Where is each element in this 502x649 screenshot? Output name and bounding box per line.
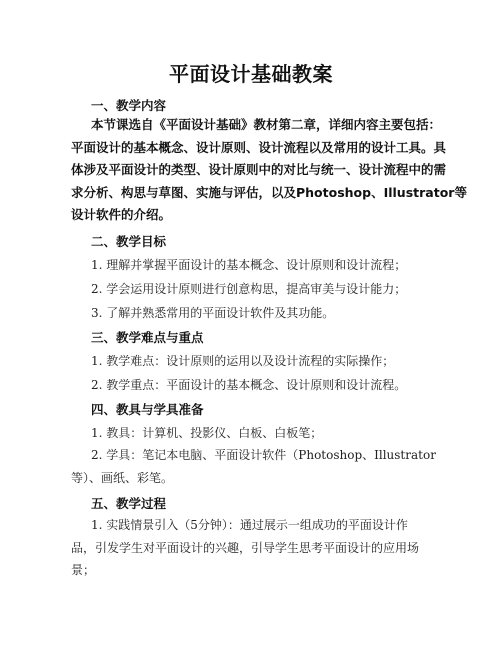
paragraph-line: 平面设计的基本概念、设计原则、设计流程以及常用的设计工具。具 xyxy=(71,139,447,155)
list-item: 1. 理解并掌握平面设计的基本概念、设计原则和设计流程； xyxy=(91,258,407,272)
section-heading-process: 五、教学过程 xyxy=(91,496,167,511)
section-heading-objectives: 二、教学目标 xyxy=(91,234,167,249)
list-line: 景； xyxy=(71,563,96,577)
list-item: 3. 了解并熟悉常用的平面设计软件及其功能。 xyxy=(91,306,335,320)
section-heading-difficulties: 三、教学难点与重点 xyxy=(91,330,204,345)
section-heading-tools: 四、教具与学具准备 xyxy=(91,402,204,417)
list-item: 1. 教学难点：设计原则的运用以及设计流程的实际操作； xyxy=(91,354,395,368)
document-title: 平面设计基础教案 xyxy=(169,62,333,86)
list-item: 2. 学会运用设计原则进行创意构思，提高审美与设计能力； xyxy=(91,282,407,296)
list-line: 1. 实践情景引入（5分钟）：通过展示一组成功的平面设计作 xyxy=(91,518,408,532)
list-item: 2. 教学重点：平面设计的基本概念、设计原则和设计流程。 xyxy=(91,378,407,392)
list-line: 品，引发学生对平面设计的兴趣，引导学生思考平面设计的应用场 xyxy=(71,540,420,555)
paragraph-line: 求分析、构思与草图、实施与评估，以及Photoshop、Illustrator等 xyxy=(71,184,467,200)
section-heading-content: 一、教学内容 xyxy=(91,98,167,113)
paragraph-line: 设计软件的介绍。 xyxy=(71,207,172,222)
list-item: 1. 教具：计算机、投影仪、白板、白板笔； xyxy=(91,426,323,440)
list-line: 2. 学具：笔记本电脑、平面设计软件（Photoshop、Illustrator xyxy=(91,448,436,462)
section-content-paragraph xyxy=(71,114,467,227)
list-item-wrapped xyxy=(71,444,436,489)
paragraph-line: 体涉及平面设计的类型、设计原则中的对比与统一、设计流程中的需 xyxy=(71,162,447,177)
list-item-wrapped xyxy=(71,514,431,582)
list-line: 等）、画纸、彩笔。 xyxy=(71,470,174,485)
paragraph-line: 本节课选自《平面设计基础》教材第二章，详细内容主要包括： xyxy=(91,117,442,132)
